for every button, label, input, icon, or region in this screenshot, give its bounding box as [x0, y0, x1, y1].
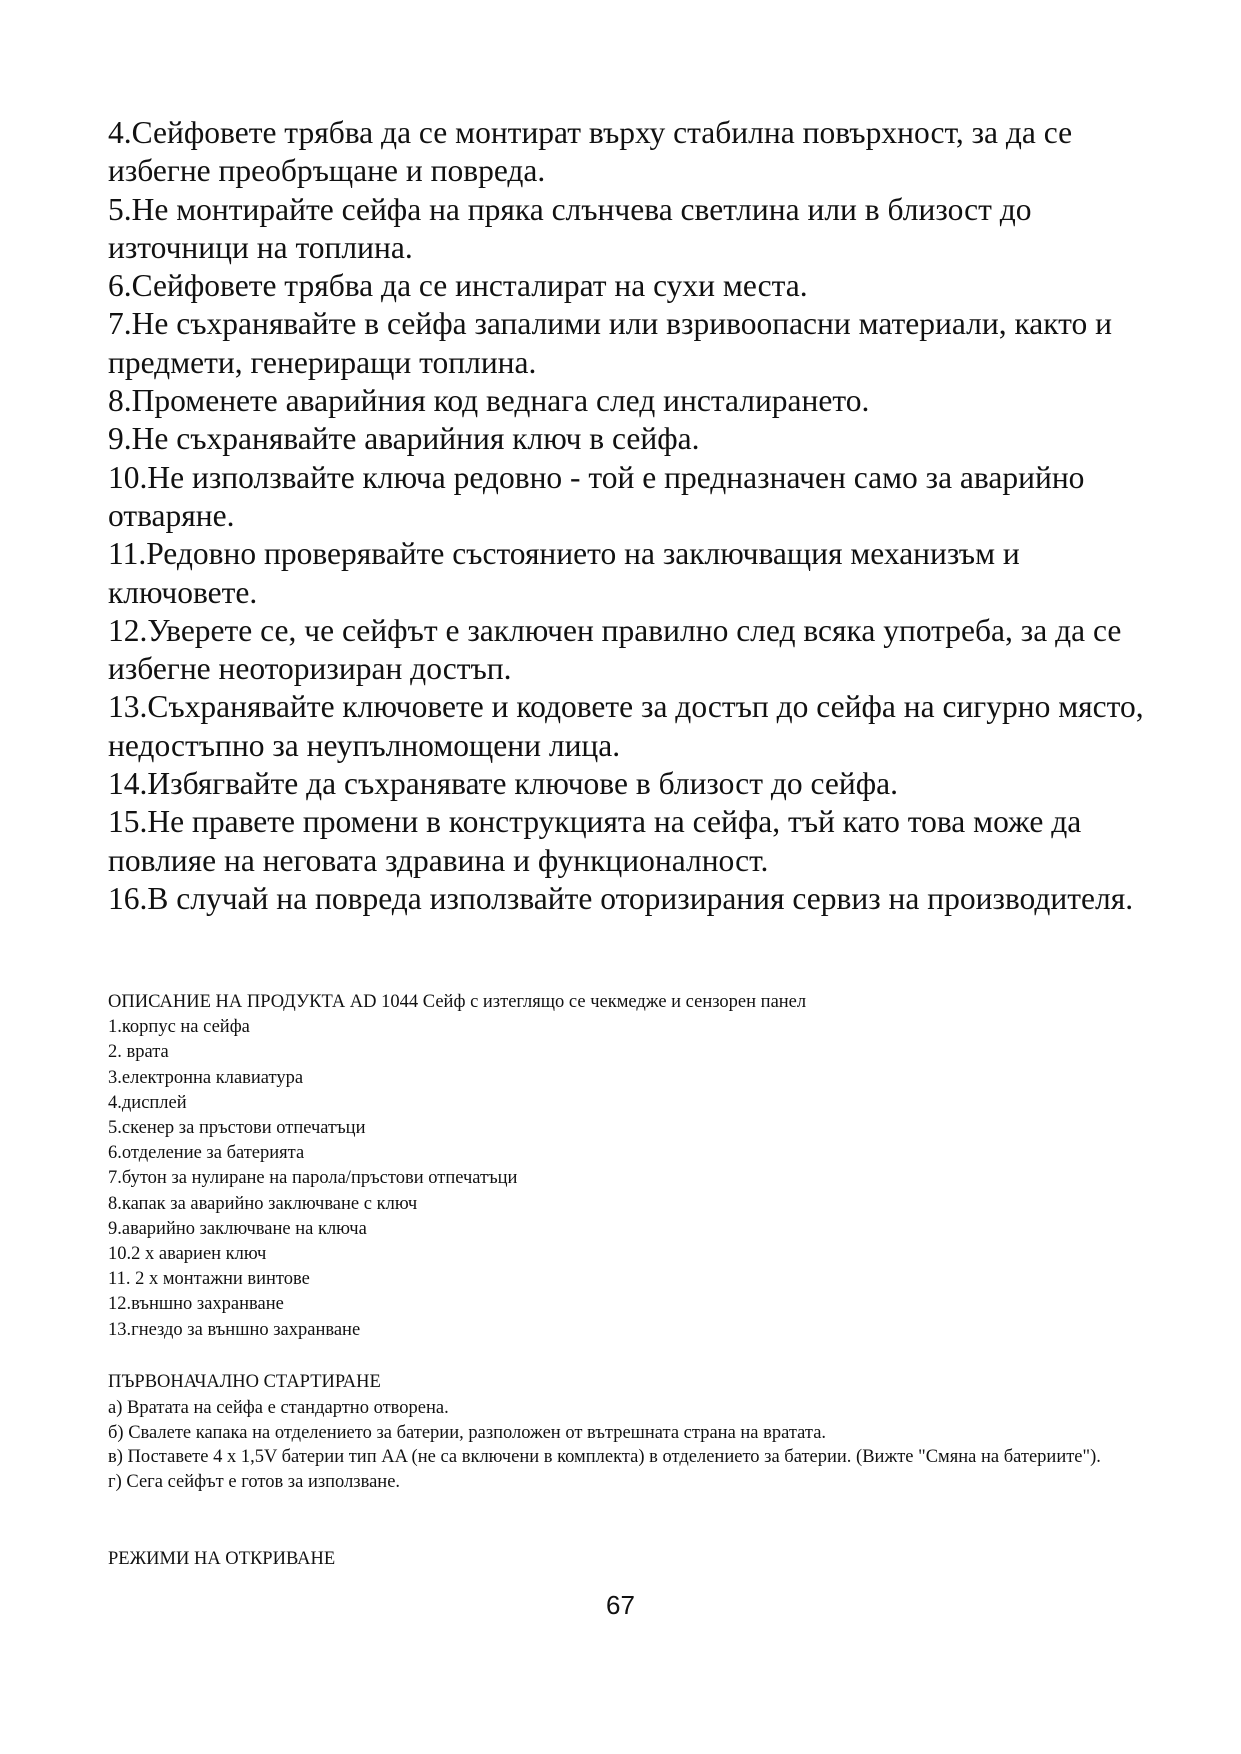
part-item: 6.отделение за батерията [108, 1143, 305, 1164]
opening-modes-section [108, 1547, 1168, 1572]
safety-item-11: 11.Редовно проверявайте състоянието на заключващия механизъм и ключовете. [108, 536, 1020, 610]
page-number: 67 [606, 1590, 635, 1620]
part-item: 8.капак за аварийно заключване с ключ [108, 1193, 418, 1214]
startup-step: г) Сега сейфът е готов за използване. [108, 1471, 401, 1492]
safety-item-14: 14.Избягвайте да съхранявате ключове в близост до сейфа. [108, 766, 898, 802]
part-item: 2. врата [108, 1042, 169, 1063]
startup-step: а) Вратата на сейфа е стандартно отворена. [108, 1398, 449, 1419]
safety-item-9: 9.Не съхранявайте аварийния ключ в сейфа. [108, 421, 700, 457]
safety-item-4: 4.Сейфовете трябва да се монтират върху стабилна повърхност, за да се избегне преобръщане и повреда. [108, 115, 1073, 189]
safety-instructions-list [108, 114, 1168, 918]
part-item: 7.бутон за нулиране на парола/пръстови отпечатъци [108, 1168, 518, 1189]
startup-step: в) Поставете 4 x 1,5V батерии тип AA (не са включени в комплекта) в отделението за батерии. (Вижте "Смяна на батериите"). [108, 1447, 1101, 1468]
safety-item-5: 5.Не монтирайте сейфа на пряка слънчева светлина или в близост до източници на топлина. [108, 191, 1032, 265]
product-description-heading: ОПИСАНИЕ НА ПРОДУКТА AD 1044 Сейф с изтеглящо се чекмедже и сензорен панел [108, 992, 807, 1012]
part-item: 5.скенер за пръстови отпечатъци [108, 1118, 366, 1139]
safety-item-10: 10.Не използвайте ключа редовно - той е предназначен само за аварийно отваряне. [108, 459, 1085, 533]
part-item: 11. 2 x монтажни винтове [108, 1269, 310, 1290]
part-item: 12.външно захранване [108, 1294, 284, 1315]
initial-startup-heading: ПЪРВОНАЧАЛНО СТАРТИРАНЕ [108, 1372, 381, 1392]
safety-item-16: 16.В случай на повреда използвайте оторизирания сервиз на производителя. [108, 880, 1134, 916]
safety-item-8: 8.Променете аварийния код веднага след инсталирането. [108, 383, 870, 419]
safety-item-13: 13.Съхранявайте ключовете и кодовете за достъп до сейфа на сигурно място, недостъпно за неупълномощени лица. [108, 689, 1144, 763]
safety-item-12: 12.Уверете се, че сейфът е заключен правилно след всяка употреба, за да се избегне неоторизиран достъп. [108, 612, 1122, 687]
safety-item-15: 15.Не правете промени в конструкцията на сейфа, тъй като това може да повлияе на неговата здравина и функционалност. [108, 804, 1082, 878]
part-item: 13.гнездо за външно захранване [108, 1319, 361, 1340]
safety-item-7: 7.Не съхранявайте в сейфа запалими или взривоопасни материали, както и предмети, генериращи топлина. [108, 306, 1112, 380]
part-item: 1.корпус на сейфа [108, 1017, 250, 1038]
product-description-section [108, 990, 1168, 1343]
startup-step: б) Свалете капака на отделението за батерии, разположен от вътрешната страна на вратата. [108, 1422, 827, 1443]
part-item: 3.електронна клавиатура [108, 1067, 304, 1088]
part-item: 4.дисплей [108, 1092, 187, 1113]
opening-modes-heading: РЕЖИМИ НА ОТКРИВАНЕ [108, 1549, 336, 1569]
initial-startup-section [108, 1370, 1168, 1493]
part-item: 9.аварийно заключване на ключа [108, 1218, 367, 1239]
part-item: 10.2 x авариен ключ [108, 1244, 267, 1265]
safety-item-6: 6.Сейфовете трябва да се инсталират на сухи места. [108, 268, 808, 304]
